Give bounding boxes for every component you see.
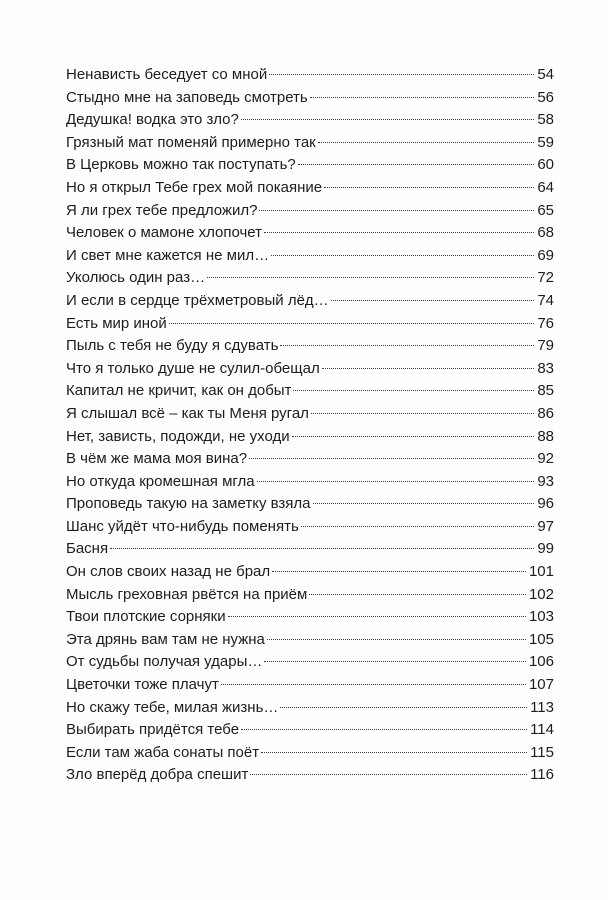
toc-entry xyxy=(66,87,554,110)
toc-entry-page: 92 xyxy=(537,450,554,468)
dot-leader xyxy=(241,729,527,730)
dot-leader xyxy=(322,368,535,369)
dot-leader xyxy=(280,707,527,708)
toc-entry-title: Стыдно мне на заповедь смотреть xyxy=(66,88,308,106)
toc-entry-page: 86 xyxy=(537,404,554,422)
toc-entry-page: 101 xyxy=(528,563,554,581)
toc-entry-page: 54 xyxy=(537,66,554,83)
toc-entry-page: 96 xyxy=(537,495,554,513)
toc-entry-title: Мысль греховная рвётся на приём xyxy=(66,585,308,603)
dot-leader xyxy=(271,255,534,256)
dot-leader xyxy=(259,210,534,211)
toc-entry-title: Что я только душе не сулил-обещал xyxy=(66,359,320,377)
toc-entry xyxy=(66,448,554,471)
toc-entry-title: В Церковь можно так поступать? xyxy=(66,156,296,174)
toc-entry-title: Ненависть беседует со мной xyxy=(66,66,268,83)
toc-entry-page: 102 xyxy=(528,585,554,603)
toc-entry-title: Дедушка! водка это зло? xyxy=(66,111,239,129)
toc-entry-title: Твои плотские сорняки xyxy=(66,608,226,626)
toc-entry xyxy=(66,335,554,358)
toc-entry-page: 58 xyxy=(537,111,554,129)
dot-leader xyxy=(264,661,526,662)
dot-leader xyxy=(249,458,534,459)
toc-entry xyxy=(66,697,554,720)
toc-entry-title: Он слов своих назад не брал xyxy=(66,563,271,581)
toc-entry-title: Грязный мат поменяй примерно так xyxy=(66,133,316,151)
toc-entry-page: 113 xyxy=(530,698,554,716)
toc-entry-page: 64 xyxy=(537,178,554,196)
dot-leader xyxy=(318,142,535,143)
toc-entry-title: Пыль с тебя не буду я сдувать xyxy=(66,337,279,355)
toc-entry xyxy=(66,493,554,516)
toc-entry-page: 68 xyxy=(537,224,554,242)
toc-entry xyxy=(66,290,554,313)
toc-entry-title: От судьбы получая удары… xyxy=(66,653,263,671)
toc-entry-title: Зло вперёд добра спешит xyxy=(66,766,249,784)
toc-entry-title: Цветочки тоже плачут xyxy=(66,676,219,694)
toc-entry-title: Нет, зависть, подожди, не уходи xyxy=(66,427,290,445)
toc-entry xyxy=(66,471,554,494)
toc-entry xyxy=(66,313,554,336)
toc-entry xyxy=(66,267,554,290)
toc-entry-title: Я слышал всё – как ты Меня ругал xyxy=(66,404,309,422)
toc-entry-page: 59 xyxy=(537,133,554,151)
table-of-contents xyxy=(66,64,554,787)
toc-entry-title: Выбирать придётся тебе xyxy=(66,721,240,739)
toc-entry-page: 103 xyxy=(528,608,554,626)
toc-entry xyxy=(66,561,554,584)
toc-entry-page: 72 xyxy=(537,269,554,287)
toc-entry-page: 79 xyxy=(537,337,554,355)
dot-leader xyxy=(264,232,534,233)
dot-leader xyxy=(324,187,534,188)
toc-entry-title: Если там жаба сонаты поёт xyxy=(66,743,260,761)
toc-entry xyxy=(66,200,554,223)
toc-entry-title: Но я открыл Тебе грех мой покаяние xyxy=(66,178,323,196)
dot-leader xyxy=(292,436,535,437)
dot-leader xyxy=(207,277,534,278)
dot-leader xyxy=(110,548,534,549)
toc-entry-title: Я ли грех тебе предложил? xyxy=(66,201,258,219)
dot-leader xyxy=(261,752,527,753)
toc-entry xyxy=(66,154,554,177)
dot-leader xyxy=(169,323,535,324)
toc-entry xyxy=(66,403,554,426)
toc-entry-page: 69 xyxy=(537,246,554,264)
dot-leader xyxy=(257,481,535,482)
dot-leader xyxy=(311,413,534,414)
toc-entry-page: 115 xyxy=(530,743,554,761)
dot-leader xyxy=(250,774,527,775)
dot-leader xyxy=(269,74,534,75)
toc-entry-page: 83 xyxy=(537,359,554,377)
dot-leader xyxy=(280,345,534,346)
dot-leader xyxy=(331,300,535,301)
dot-leader xyxy=(301,526,535,527)
dot-leader xyxy=(309,594,526,595)
toc-entry-title: Но откуда кромешная мгла xyxy=(66,472,255,490)
toc-entry-page: 106 xyxy=(528,653,554,671)
toc-entry-page: 105 xyxy=(528,630,554,648)
dot-leader xyxy=(267,639,526,640)
toc-entry-title: Есть мир иной xyxy=(66,314,167,332)
toc-entry xyxy=(66,764,554,787)
toc-entry-title: И свет мне кажется не мил… xyxy=(66,246,270,264)
toc-entry xyxy=(66,132,554,155)
toc-entry-page: 65 xyxy=(537,201,554,219)
toc-entry xyxy=(66,584,554,607)
toc-entry xyxy=(66,538,554,561)
toc-entry xyxy=(66,426,554,449)
dot-leader xyxy=(310,97,535,98)
toc-entry xyxy=(66,606,554,629)
dot-leader xyxy=(313,503,535,504)
toc-entry xyxy=(66,719,554,742)
toc-entry xyxy=(66,64,554,87)
toc-entry-page: 116 xyxy=(530,766,554,784)
toc-entry-title: Но скажу тебе, милая жизнь… xyxy=(66,698,279,716)
toc-entry-title: Уколюсь один раз… xyxy=(66,269,206,287)
toc-entry xyxy=(66,651,554,674)
toc-entry-page: 114 xyxy=(530,721,554,739)
toc-entry-title: Капитал не кричит, как он добыт xyxy=(66,382,292,400)
toc-entry xyxy=(66,516,554,539)
dot-leader xyxy=(272,571,526,572)
toc-entry-page: 88 xyxy=(537,427,554,445)
dot-leader xyxy=(228,616,526,617)
toc-entry-title: Эта дрянь вам там не нужна xyxy=(66,630,265,648)
toc-entry-title: Шанс уйдёт что-нибудь поменять xyxy=(66,517,299,535)
toc-entry-title: Человек о мамоне хлопочет xyxy=(66,224,263,242)
toc-entry-page: 107 xyxy=(528,676,554,694)
toc-entry-title: В чём же мама моя вина? xyxy=(66,450,248,468)
toc-entry-title: И если в сердце трёхметровый лёд… xyxy=(66,291,329,309)
dot-leader xyxy=(221,684,526,685)
toc-entry-page: 93 xyxy=(537,472,554,490)
toc-entry-page: 74 xyxy=(537,291,554,309)
toc-entry-page: 76 xyxy=(537,314,554,332)
dot-leader xyxy=(293,390,534,391)
toc-entry-page: 85 xyxy=(537,382,554,400)
toc-entry-title: Басня xyxy=(66,540,109,558)
toc-entry xyxy=(66,629,554,652)
toc-entry-page: 56 xyxy=(537,88,554,106)
toc-entry xyxy=(66,742,554,765)
toc-entry xyxy=(66,674,554,697)
toc-entry-title: Проповедь такую на заметку взяла xyxy=(66,495,311,513)
dot-leader xyxy=(241,119,534,120)
toc-entry-page: 99 xyxy=(537,540,554,558)
toc-entry-page: 60 xyxy=(537,156,554,174)
toc-entry xyxy=(66,380,554,403)
toc-entry xyxy=(66,177,554,200)
dot-leader xyxy=(298,164,535,165)
toc-entry xyxy=(66,109,554,132)
toc-entry xyxy=(66,245,554,268)
toc-entry xyxy=(66,358,554,381)
toc-entry-page: 97 xyxy=(537,517,554,535)
toc-entry xyxy=(66,222,554,245)
